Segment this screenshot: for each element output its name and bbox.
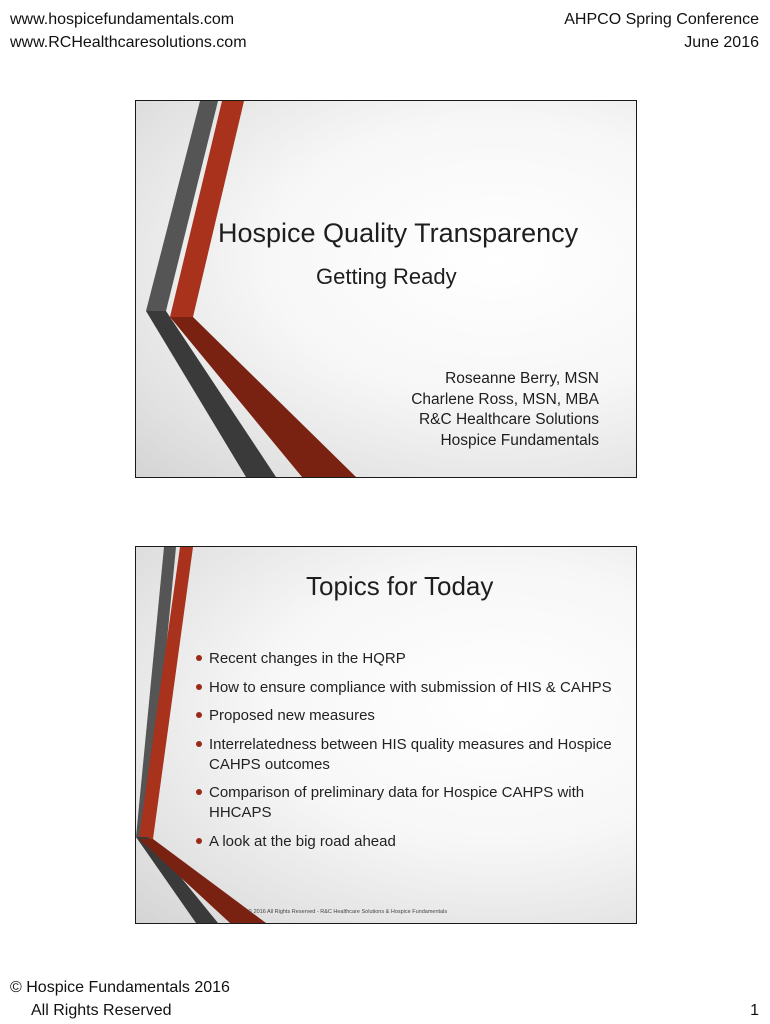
website-hospice-fundamentals: www.hospicefundamentals.com [10,11,235,28]
rights-line: All Rights Reserved [31,1002,172,1019]
bullet-icon [196,655,202,661]
slide-2-title: Topics for Today [306,571,494,601]
bullet-icon [196,838,202,844]
slide-2 [135,546,637,924]
author-line: Roseanne Berry, MSN [445,370,599,387]
list-item [194,832,614,852]
header-right [564,8,759,54]
list-item [194,783,614,823]
header-left [10,8,247,54]
copyright-line: © Hospice Fundamentals 2016 [10,979,230,996]
list-item [194,706,614,726]
topics-list [194,649,614,860]
list-item [194,678,614,698]
page-number: 1 [750,1002,759,1019]
author-line: Charlene Ross, MSN, MBA [411,390,599,408]
conference-name: AHPCO Spring Conference [564,11,759,28]
bullet-text: Interrelatedness between HIS quality measures and Hospice CAHPS outcomes [209,735,612,773]
slide-1-title: Hospice Quality Transparency [218,218,579,248]
slide-1-subtitle: Getting Ready [316,264,457,289]
slide-1-authors [411,369,599,451]
bullet-text: Proposed new measures [209,707,375,724]
bullet-icon [196,712,202,718]
slide-2-footer: © 2016 All Rights Reserved - R&C Healthcare Solutions & Hospice Fundamentals [248,909,448,915]
author-line: R&C Healthcare Solutions [418,411,599,428]
slide-1 [135,100,637,478]
website-rc-healthcare: www.RCHealthcaresolutions.com [10,34,247,51]
bullet-icon [196,789,202,795]
bullet-text: How to ensure compliance with submission of HIS & CAHPS [209,678,612,696]
bullet-text: Comparison of preliminary data for Hospice CAHPS with HHCAPS [209,784,585,821]
list-item [194,649,614,669]
bullet-text: A look at the big road ahead [209,832,396,850]
bullet-icon [196,741,202,747]
author-line: Hospice Fundamentals [440,431,599,449]
footer-copyright [10,976,230,1022]
list-item [194,735,614,775]
bullet-icon [196,684,202,690]
bullet-text: Recent changes in the HQRP [209,650,406,667]
conference-date: June 2016 [684,34,759,51]
